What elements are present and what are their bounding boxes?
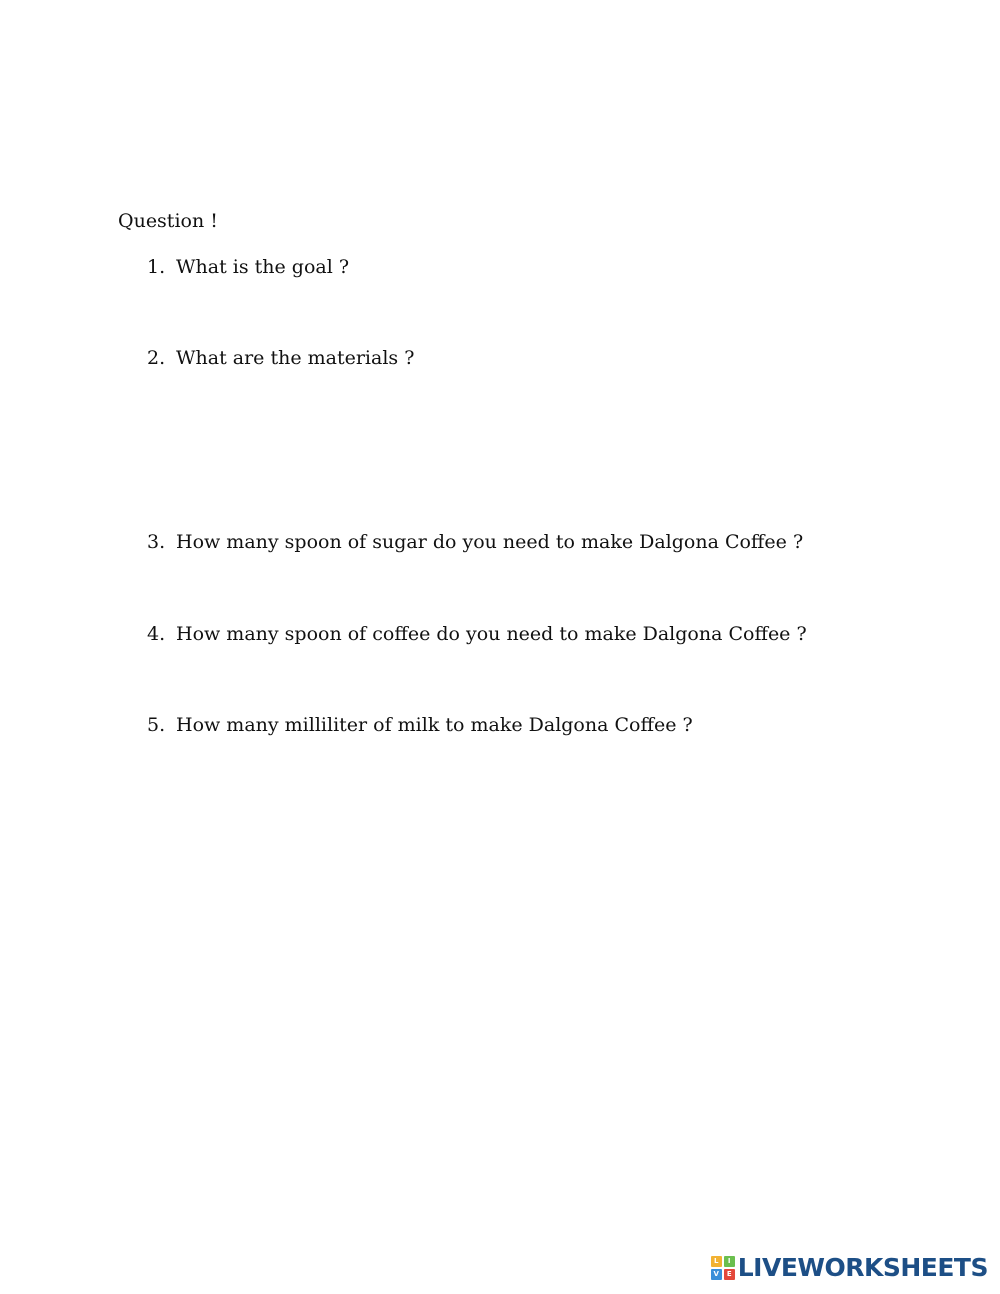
logo-mark-icon bbox=[711, 1256, 735, 1280]
logo-mark-letter: V bbox=[711, 1269, 722, 1280]
question-text: How many spoon of coffee do you need to make Dalgona Coffee ? bbox=[176, 623, 807, 645]
logo-mark-letter: E bbox=[724, 1269, 735, 1280]
question-number: 4. bbox=[147, 623, 166, 645]
question-number: 3. bbox=[147, 531, 166, 553]
question-text: How many milliliter of milk to make Dalgona Coffee ? bbox=[176, 714, 693, 736]
question-item bbox=[147, 622, 807, 646]
question-item bbox=[147, 530, 803, 554]
logo-text: LIVEWORKSHEETS bbox=[737, 1253, 988, 1282]
logo-mark-letter: I bbox=[724, 1256, 735, 1267]
question-item bbox=[147, 255, 349, 279]
liveworksheets-logo bbox=[711, 1254, 988, 1282]
question-number: 1. bbox=[147, 256, 166, 278]
question-number: 5. bbox=[147, 714, 166, 736]
question-item bbox=[147, 713, 693, 737]
question-text: How many spoon of sugar do you need to make Dalgona Coffee ? bbox=[176, 531, 804, 553]
question-number: 2. bbox=[147, 347, 166, 369]
question-item bbox=[147, 346, 414, 370]
page-title: Question ! bbox=[118, 210, 218, 232]
logo-mark-letter: L bbox=[711, 1256, 722, 1267]
question-text: What is the goal ? bbox=[176, 256, 350, 278]
question-text: What are the materials ? bbox=[176, 347, 415, 369]
